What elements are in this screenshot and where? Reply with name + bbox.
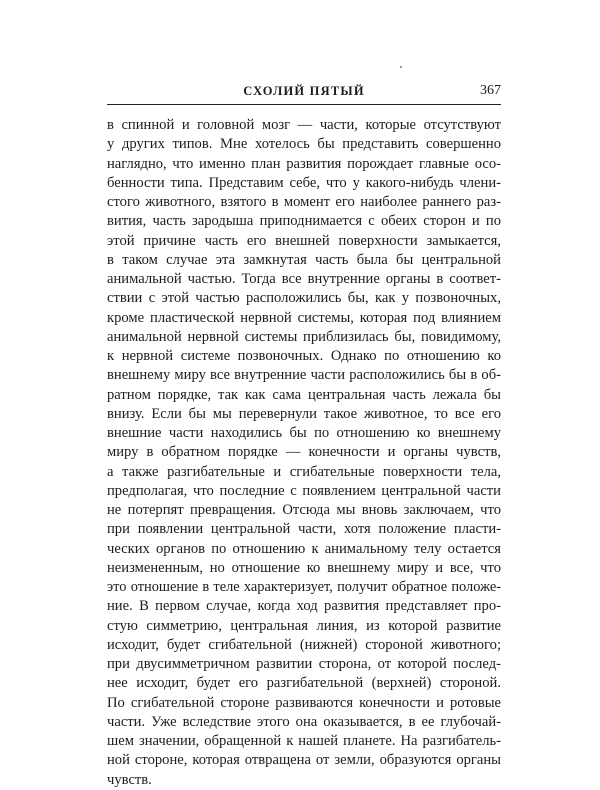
body-text <box>107 116 501 790</box>
text-line: ной стороне, которая отвращена от земли, образуются органы <box>107 752 501 769</box>
text-line: ческих органов по отношению к анимальному телу остается <box>107 540 501 557</box>
text-line: ние. В первом случае, когда ход развития представляет про- <box>107 598 501 615</box>
text-line: вития, часть зародыша приподнимается с обеих сторон и по <box>107 213 501 230</box>
running-title: СХОЛИЙ ПЯТЫЙ <box>243 84 365 98</box>
text-line: миру в обратном порядке — конечности и органы чувств, <box>107 444 501 461</box>
text-line: в спинной и головной мозг — части, которые отсутствуют <box>107 117 501 133</box>
text-line: этой причине часть его внешней поверхности замыкается, <box>107 232 501 249</box>
text-line: стую симметрию, центральная линия, из которой развитие <box>107 617 501 634</box>
text-line: у других типов. Мне хотелось бы представить совершенно <box>107 136 501 153</box>
text-line: это отношение в теле характеризует, получит обратное положе- <box>107 579 501 595</box>
text-line: анимальной частью. Тогда все внутренние органы в соответ- <box>107 271 501 287</box>
text-line: шем значении, обращенной к нашей планете. На разгибатель- <box>107 733 501 749</box>
text-line: внизу. Если бы мы перевернули такое животное, то все его <box>107 405 501 422</box>
text-line: ратном порядке, так как сама центральная часть лежала бы <box>107 386 501 403</box>
text-line: неизмененным, но отношение ко внешнему миру и все, что <box>107 559 501 576</box>
text-line: а также разгибательные и сгибательные поверхности тела, <box>107 463 501 480</box>
text-line: анимальной нервной системы приблизилась бы, повидимому, <box>107 328 501 345</box>
text-line: при появлении центральной части, хотя положение пласти- <box>107 521 501 538</box>
text-line: внешние части находились бы по отношению ко внешнему <box>107 425 501 441</box>
text-line: исходит, будет сгибательной (нижней) стороной животного; <box>107 636 501 653</box>
text-line: части. Уже вследствие этого она оказывается, в ее глубочай- <box>107 713 501 730</box>
text-line: стого животного, взятого в момент его наиболее раннего раз- <box>107 194 501 210</box>
paper-speck <box>400 66 402 68</box>
text-line: нее исходит, будет его разгибательной (верхней) стороной. <box>107 675 501 692</box>
text-line: ствии с этой частью расположились бы, как у позвоночных, <box>107 290 501 307</box>
text-line: внешнему миру все внутренние части расположились бы в об- <box>107 367 501 384</box>
text-line: бенности типа. Представим себе, что у какого-нибудь члени- <box>107 174 501 191</box>
text-line: при двусимметричном развитии сторона, от которой послед- <box>107 656 501 672</box>
page-header <box>107 84 501 102</box>
text-line: в таком случае эта замкнутая часть была бы центральной <box>107 251 501 268</box>
text-line: предполагая, что последние с появлением центральной части <box>107 482 501 499</box>
text-line: к нервной системе позвоночных. Однако по отношению ко <box>107 348 501 364</box>
text-line: По сгибательной стороне развиваются конечности и ротовые <box>107 694 501 711</box>
text-line: чувств. <box>107 771 152 788</box>
text-line: не потерпят превращения. Отсюда мы вновь заключаем, что <box>107 502 501 518</box>
header-rule <box>107 104 501 105</box>
text-line: наглядно, что именно план развития порождает главные осо- <box>107 155 501 172</box>
page-number: 367 <box>480 83 501 98</box>
text-line: кроме пластической нервной системы, которая под влиянием <box>107 309 501 326</box>
